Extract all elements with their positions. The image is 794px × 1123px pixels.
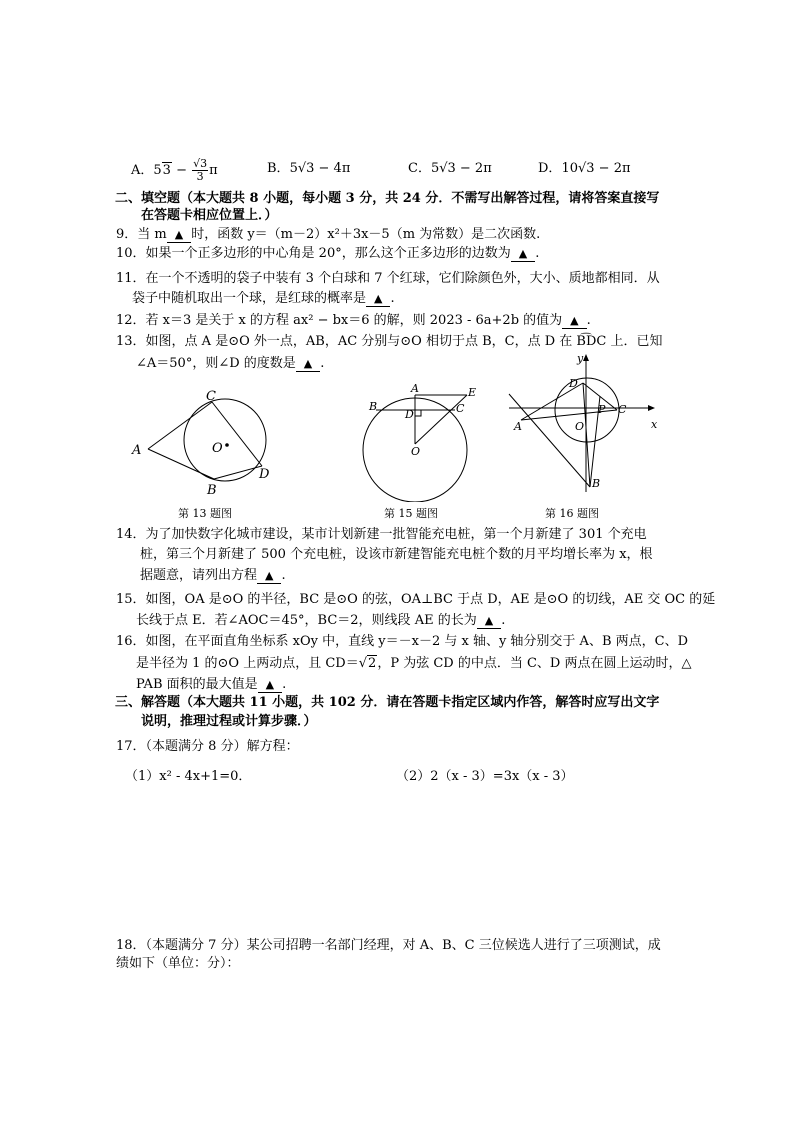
option-label: B． (267, 161, 290, 176)
answer-blank[interactable] (296, 357, 320, 372)
question-text: 据题意，请列出方程 (140, 568, 258, 583)
q8-option-d (538, 160, 631, 178)
triangle-icon: ▲ (374, 292, 383, 305)
label-a: A (132, 443, 142, 458)
question-13: 13．如图，点 A 是⊙O 外一点，AB，AC 分别与⊙O 相切于点 B，C，点 D 在 B͡DC 上．已知 (116, 334, 663, 349)
chord-bd (214, 466, 262, 479)
y-axis-arrow (583, 354, 589, 361)
answer-blank[interactable] (366, 292, 390, 307)
question-11: 11．在一个不透明的袋子中装有 3 个白球和 7 个红球，它们除颜色外，大小、质地都相同．从 (116, 271, 660, 286)
figure-16-caption: 第 16 题图 (545, 507, 599, 520)
option-text: 5√3 − 2π (430, 161, 492, 176)
center-point (225, 443, 229, 447)
section2-heading: 二、填空题（本大题共 8 小题，每小题 3 分，共 24 分．不需写出解答过程，请将答案直接写 (115, 191, 660, 206)
question-14-cont2 (140, 567, 286, 585)
label-d: D (569, 377, 578, 390)
pi-symbol: π (209, 163, 218, 178)
question-text: . (390, 291, 395, 306)
figure-15-caption: 第 15 题图 (384, 507, 438, 520)
question-15-cont (136, 612, 505, 630)
question-16-cont: 是半径为 1 的⊙O 上两动点，且 CD＝√2，P 为弦 CD 的中点．当 C、D 两点在圆上运动时，△ (136, 656, 692, 671)
question-text: 是半径为 1 的⊙O 上两动点，且 CD＝ (136, 656, 359, 671)
answer-blank[interactable] (258, 678, 282, 693)
label-c: C (618, 403, 627, 416)
option-text: 10√3 − 2π (561, 161, 631, 176)
triangle-icon: ▲ (570, 314, 579, 327)
question-text: . (281, 568, 286, 583)
label-e: E (468, 386, 477, 399)
question-16: 16．如图，在平面直角坐标系 xOy 中，直线 y＝－x－2 与 x 轴、y 轴分别交于 A、B 两点，C、D (116, 634, 689, 649)
right-angle-mark (415, 410, 421, 416)
label-y: y (577, 352, 584, 365)
section3-heading: 三、解答题（本大题共 11 小题，共 102 分．请在答题卡指定区域内作答，解答时应写出文字 (115, 695, 660, 710)
label-x: x (651, 418, 658, 431)
figure-13-caption: 第 13 题图 (178, 507, 232, 520)
answer-blank[interactable] (167, 228, 191, 243)
sqrt-value: 2 (368, 656, 377, 671)
question-12 (116, 312, 591, 330)
x-axis-arrow (648, 405, 655, 411)
label-o: O (411, 445, 421, 458)
option-label: D． (538, 161, 562, 176)
sqrt-value: 3 (162, 163, 171, 178)
tangent-ac (148, 402, 212, 449)
question-text: . (320, 356, 325, 371)
question-14-cont: 桩，第三个月新建了 500 个充电桩，设该市新建智能充电桩个数的月平均增长率为 x，根 (140, 547, 653, 562)
question-text: . (586, 313, 591, 328)
answer-blank[interactable] (511, 247, 535, 262)
question-14: 14．为了加快数字化城市建设，某市计划新建一批智能充电桩，第一个月新建了 301 个充电 (116, 527, 647, 542)
label-d: D (259, 467, 270, 482)
question-17: 17．（本题满分 8 分）解方程： (116, 739, 299, 754)
tangent-ab (148, 449, 214, 479)
question-18-cont: 绩如下（单位：分）： (116, 956, 240, 971)
fraction-denominator: 3 (196, 170, 204, 183)
triangle-icon: ▲ (303, 357, 313, 370)
option-label: A． (131, 163, 154, 178)
section3-heading-cont: 说明，推理过程或计算步骤．） (141, 714, 317, 729)
fraction (192, 158, 208, 183)
label-b: B (369, 400, 378, 413)
triangle-icon: ▲ (484, 614, 494, 627)
fraction-numerator: √3 (193, 157, 208, 170)
label-b: B (207, 483, 217, 498)
label-b: B (592, 477, 601, 490)
question-text: 袋子中随机取出一个球，是红球的概率是 (132, 291, 367, 306)
question-16-cont2 (136, 676, 286, 694)
label-a: A (411, 382, 419, 395)
question-text: 长线于点 E．若∠AOC＝45°，BC＝2，则线段 AE 的长为 (136, 613, 477, 628)
question-text: . (535, 246, 540, 261)
answer-blank[interactable] (477, 614, 501, 629)
triangle-icon: ▲ (265, 569, 274, 582)
q8-option-b (267, 160, 350, 178)
question-18: 18．（本题满分 7 分）某公司招聘一名部门经理，对 A、B、C 三位候选人进行了三项测试，成 (116, 938, 661, 953)
question-10 (116, 245, 539, 263)
answer-blank[interactable] (257, 569, 281, 584)
question-text: . (501, 613, 506, 628)
option-text: 5√3 − 4π (289, 161, 351, 176)
triangle-icon: ▲ (265, 678, 275, 691)
question-text: 10．如果一个正多边形的中心角是 20°，那么这个正多边形的边数为 (116, 246, 511, 261)
question-17-part1: （1）x² - 4x+1=0． (125, 769, 252, 784)
question-11-cont (132, 290, 395, 308)
q8-option-c (408, 160, 492, 178)
question-text: 时，函数 y＝（m－2）x²＋3x－5（m 为常数）是二次函数. (191, 227, 541, 242)
figure-15 (360, 382, 485, 502)
question-17-part2: （2）2（x - 3）=3x（x - 3） (396, 769, 574, 784)
answer-blank[interactable] (562, 314, 586, 329)
option-coef: 5 (153, 163, 162, 178)
triangle-icon: ▲ (174, 228, 184, 241)
label-p: P (598, 403, 606, 416)
question-text: . (282, 677, 287, 692)
question-text: ∠A＝50°，则∠D 的度数是 (136, 356, 296, 371)
question-15: 15．如图，OA 是⊙O 的半径，BC 是⊙O 的弦，OA⊥BC 于点 D，AE 是⊙O 的切线，AE 交 OC 的延 (116, 592, 716, 607)
label-c: C (206, 389, 216, 404)
label-a: A (514, 420, 522, 433)
q8-option-a (131, 158, 218, 183)
question-13-cont (136, 355, 324, 373)
label-o: O (575, 420, 585, 433)
question-text: ，P 为弦 CD 的中点．当 C、D 两点在圆上运动时，△ (377, 656, 692, 671)
section2-heading-cont: 在答题卡相应位置上．） (141, 208, 278, 223)
circle-o (555, 378, 619, 442)
question-text: 9．当 m (116, 227, 167, 242)
question-text: 12．若 x＝3 是关于 x 的方程 ax² − bx＝6 的解，则 2023 - 6a+2b 的值为 (116, 313, 563, 328)
label-c: C (456, 402, 465, 415)
label-d: D (405, 408, 414, 421)
question-text: PAB 面积的最大值是 (136, 677, 258, 692)
figure-13 (128, 385, 278, 500)
question-9 (116, 226, 540, 244)
minus-sign: − (171, 163, 192, 178)
figure-16 (505, 352, 665, 497)
label-o: O (212, 441, 223, 456)
triangle-icon: ▲ (518, 247, 528, 260)
option-label: C． (408, 161, 431, 176)
